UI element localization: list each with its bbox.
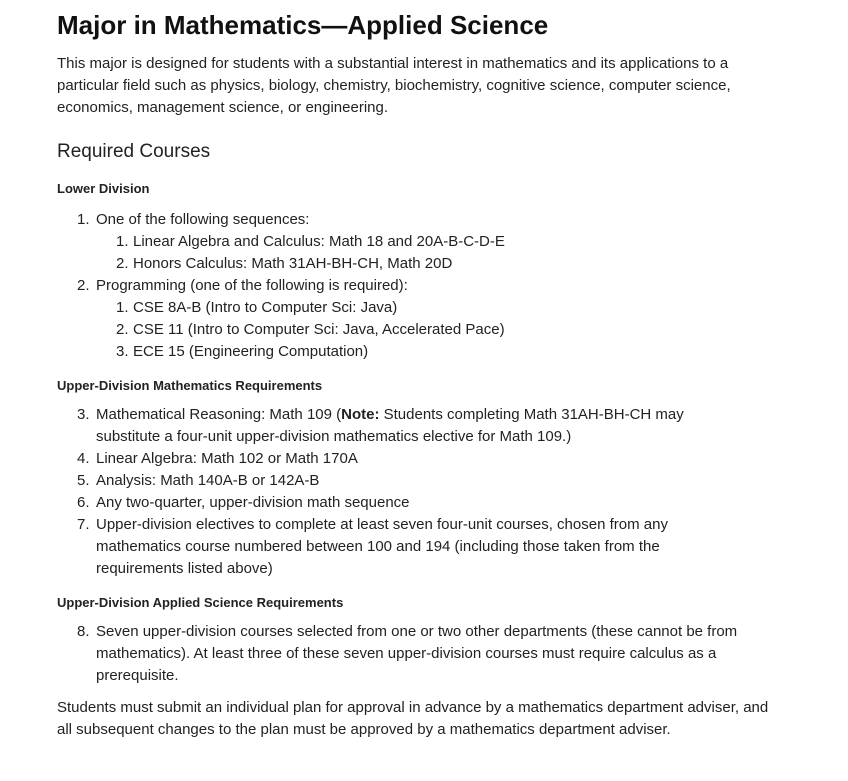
list-item: [57, 514, 736, 580]
list-item-text: One of the following sequences:: [96, 211, 310, 228]
sub-list-item-text: ECE 15 (Engineering Computation): [133, 343, 369, 360]
sub-list-item-text: CSE 8A-B (Intro to Computer Sci: Java): [133, 299, 398, 316]
sub-list-item: [96, 253, 808, 275]
list-number: 2.: [77, 277, 90, 294]
page-title: Major in Mathematics—Applied Science: [57, 10, 549, 40]
sub-list-item-text: Honors Calculus: Math 31AH-BH-CH, Math 20D: [133, 255, 453, 272]
list-number: 5.: [77, 472, 90, 489]
list-item-text: Any two-quarter, upper-division math sequence: [96, 494, 410, 511]
sub-list-number: 1.: [116, 299, 129, 316]
upper-division-math-list: [57, 404, 808, 580]
sub-list-item: [96, 341, 808, 363]
note-label: Note:: [341, 406, 380, 423]
list-item-text: Analysis: Math 140A-B or 142A-B: [96, 472, 320, 489]
list-item-text: Linear Algebra: Math 102 or Math 170A: [96, 450, 358, 467]
intro-paragraph: This major is designed for students with a substantial interest in mathematics and its applications to a particular field such as physics, biology, chemistry, biochemistry, cognitive science, computer science, economics, management science, or engineering.: [57, 55, 731, 116]
list-item-text: Programming (one of the following is required):: [96, 277, 408, 294]
list-number: 7.: [77, 516, 90, 533]
list-number: 4.: [77, 450, 90, 467]
lower-division-list: [57, 209, 808, 363]
sub-list-number: 2.: [116, 321, 129, 338]
sub-list-number: 2.: [116, 255, 129, 272]
list-item: [57, 275, 808, 363]
upper-division-applied-heading: Upper-Division Applied Science Requirements: [57, 595, 344, 610]
sub-list-number: 1.: [116, 233, 129, 250]
sub-list-item: [96, 231, 808, 253]
sub-list: [96, 297, 808, 363]
closing-paragraph: Students must submit an individual plan for approval in advance by a mathematics department adviser, and all subsequent changes to the plan must be approved by a mathematics department adviser.: [57, 699, 769, 738]
list-item: [57, 404, 736, 448]
list-number: 1.: [77, 211, 90, 228]
list-item: [57, 492, 736, 514]
sub-list-number: 3.: [116, 343, 129, 360]
list-item: [57, 448, 736, 470]
list-item-text: Seven upper-division courses selected from one or two other departments (these cannot be from mathematics). At least three of these seven upper-division courses must require calculus as a prerequisite.: [96, 623, 738, 684]
sub-list: [96, 231, 808, 275]
sub-list-item-text: Linear Algebra and Calculus: Math 18 and 20A-B-C-D-E: [133, 233, 505, 250]
list-item-text: Upper-division electives to complete at least seven four-unit courses, chosen from any mathematics course numbered between 100 and 194 (including those taken from the requirements listed above): [96, 516, 668, 577]
list-number: 8.: [77, 623, 90, 640]
list-item: [57, 209, 808, 275]
sub-list-item: [96, 297, 808, 319]
list-number: 3.: [77, 406, 90, 423]
sub-list-item-text: CSE 11 (Intro to Computer Sci: Java, Accelerated Pace): [133, 321, 505, 338]
required-courses-heading: Required Courses: [57, 141, 211, 162]
lower-division-heading: Lower Division: [57, 181, 150, 196]
list-item-text-before: Mathematical Reasoning: Math 109 (: [96, 406, 342, 423]
list-item: [57, 621, 766, 687]
upper-division-math-heading: Upper-Division Mathematics Requirements: [57, 378, 323, 393]
list-item-text-after: Students completing Math 31AH-BH-CH may substitute a four-unit upper-division mathematics elective for Math 109.): [96, 406, 684, 445]
list-number: 6.: [77, 494, 90, 511]
sub-list-item: [96, 319, 808, 341]
upper-division-applied-list: [57, 621, 808, 687]
list-item: [57, 470, 736, 492]
